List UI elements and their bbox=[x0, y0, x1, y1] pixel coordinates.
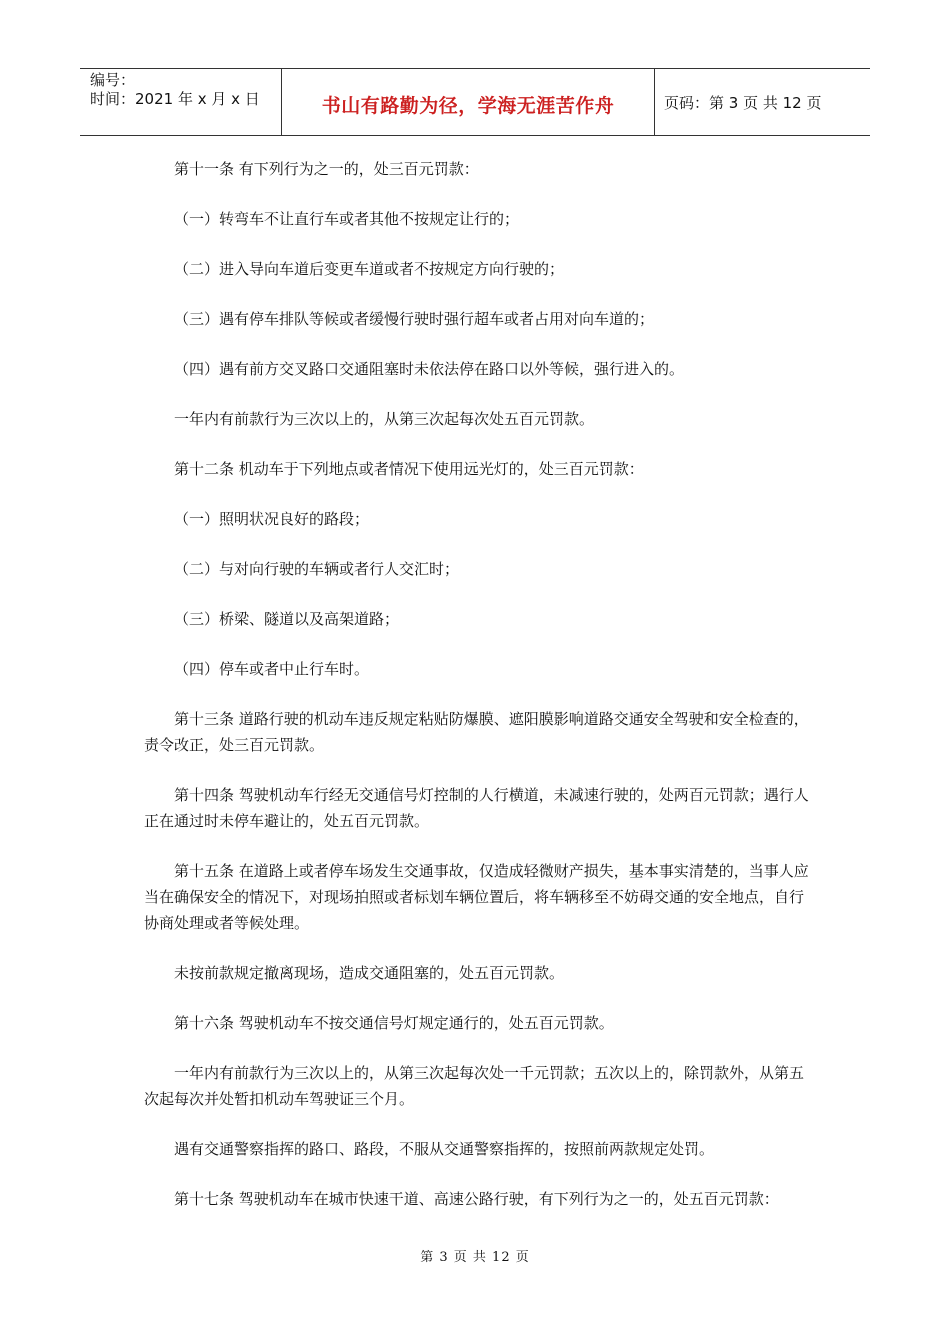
article-13: 第十三条 道路行驶的机动车违反规定粘贴防爆膜、遮阳膜影响道路交通安全驾驶和安全检查的，责令改正，处三百元罚款。 bbox=[144, 710, 809, 754]
article-11-repeat-clause: 一年内有前款行为三次以上的，从第三次起每次处五百元罚款。 bbox=[174, 410, 595, 428]
article-14: 第十四条 驾驶机动车行经无交通信号灯控制的人行横道，未减速行驶的，处两百元罚款；遇行人正在通过时未停车避让的，处五百元罚款。 bbox=[144, 786, 809, 830]
header-page-info: 页码：第 3 页 共 12 页 bbox=[664, 93, 822, 112]
article-16: 第十六条 驾驶机动车不按交通信号灯规定通行的，处五百元罚款。 bbox=[174, 1014, 614, 1032]
document-body bbox=[144, 156, 810, 1236]
article-15-clause-2: 未按前款规定撤离现场，造成交通阻塞的，处五百元罚款。 bbox=[174, 964, 565, 982]
header-meta-cell bbox=[80, 69, 282, 135]
article-12-item-4: （四）停车或者中止行车时。 bbox=[174, 660, 370, 678]
article-12: 第十二条 机动车于下列地点或者情况下使用远光灯的，处三百元罚款： bbox=[174, 460, 644, 478]
header-slogan: 书山有路勤为径，学海无涯苦作舟 bbox=[321, 95, 615, 117]
article-11: 第十一条 有下列行为之一的，处三百元罚款： bbox=[174, 160, 479, 178]
article-17: 第十七条 驾驶机动车在城市快速干道、高速公路行驶，有下列行为之一的，处五百元罚款： bbox=[174, 1190, 779, 1208]
page-footer: 第 3 页 共 12 页 bbox=[420, 1250, 530, 1265]
article-12-item-1: （一）照明状况良好的路段； bbox=[174, 510, 370, 528]
article-11-item-4: （四）遇有前方交叉路口交通阻塞时未依法停在路口以外等候，强行进入的。 bbox=[174, 360, 685, 378]
article-12-item-2: （二）与对向行驶的车辆或者行人交汇时； bbox=[174, 560, 460, 578]
document-date: 时间：2021 年 x 月 x 日 bbox=[90, 90, 260, 108]
document-header bbox=[80, 68, 870, 136]
header-slogan-cell bbox=[282, 69, 655, 135]
header-page-cell bbox=[655, 69, 870, 135]
article-11-item-1: （一）转弯车不让直行车或者其他不按规定让行的； bbox=[174, 210, 520, 228]
article-11-item-2: （二）进入导向车道后变更车道或者不按规定方向行驶的； bbox=[174, 260, 565, 278]
article-15: 第十五条 在道路上或者停车场发生交通事故，仅造成轻微财产损失，基本事实清楚的，当事人应当在确保安全的情况下，对现场拍照或者标划车辆位置后，将车辆移至不妨碍交通的安全地点，自行协商处理或者等候处理。 bbox=[144, 862, 809, 932]
document-number-label: 编号： bbox=[90, 71, 136, 89]
article-11-item-3: （三）遇有停车排队等候或者缓慢行驶时强行超车或者占用对向车道的； bbox=[174, 310, 655, 328]
article-16-clause-3: 遇有交通警察指挥的路口、路段，不服从交通警察指挥的，按照前两款规定处罚。 bbox=[174, 1140, 715, 1158]
article-12-item-3: （三）桥梁、隧道以及高架道路； bbox=[174, 610, 400, 628]
article-16-clause-2: 一年内有前款行为三次以上的，从第三次起每次处一千元罚款；五次以上的，除罚款外，从第五次起每次并处暂扣机动车驾驶证三个月。 bbox=[144, 1064, 805, 1108]
